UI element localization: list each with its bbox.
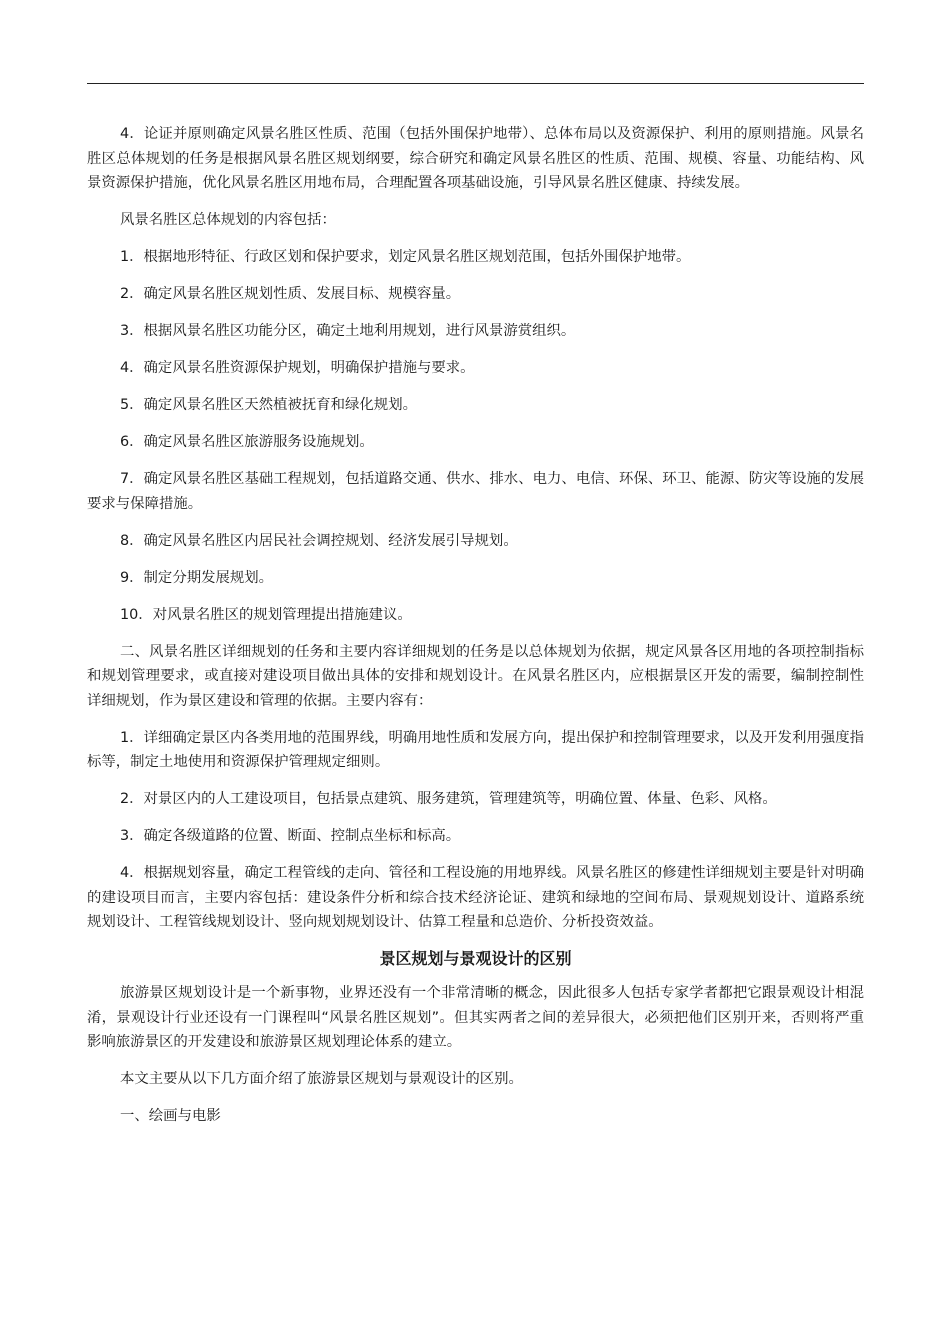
list-item: 10．对风景名胜区的规划管理提出措施建议。: [120, 606, 412, 623]
list-item: 1．详细确定景区内各类用地的范围界线，明确用地性质和发展方向，提出保护和控制管理要求，以及开发利用强度指标等，制定土地使用和资源保护管理规定细则。: [87, 729, 864, 770]
paragraph: 旅游景区规划设计是一个新事物，业界还没有一个非常清晰的概念，因此很多人包括专家学者都把它跟景观设计相混淆，景观设计行业还设有一门课程叫“风景名胜区规划”。但其实两者之间的差异很大，必须把他们区别开来，否则将严重影响旅游景区的开发建设和旅游景区规划理论体系的建立。: [87, 985, 864, 1050]
section-title: 景区规划与景观设计的区别: [379, 949, 572, 968]
list-item: 9．制定分期发展规划。: [120, 569, 274, 586]
list-item: 2．确定风景名胜区规划性质、发展目标、规模容量。: [120, 286, 461, 302]
paragraph: 4．论证并原则确定风景名胜区性质、范围（包括外围保护地带）、总体布局以及资源保护、利用的原则措施。风景名胜区总体规划的任务是根据风景名胜区规划纲要，综合研究和确定风景名胜区的性质、范围、规模、容量、功能结构、风景资源保护措施，优化风景名胜区用地布局，合理配置各项基础设施，引导风景名胜区健康、持续发展。: [87, 126, 864, 191]
list-item: 2．对景区内的人工建设项目，包括景点建筑、服务建筑，管理建筑等，明确位置、体量、色彩、风格。: [120, 791, 777, 807]
paragraph: 风景名胜区总体规划的内容包括：: [120, 212, 336, 228]
list-item: 1．根据地形特征、行政区划和保护要求，划定风景名胜区规划范围，包括外围保护地带。: [120, 249, 691, 265]
paragraph: 本文主要从以下几方面介绍了旅游景区规划与景观设计的区别。: [120, 1071, 523, 1087]
paragraph: 二、风景名胜区详细规划的任务和主要内容详细规划的任务是以总体规划为依据，规定风景各区用地的各项控制指标和规划管理要求，或直接对建设项目做出具体的安排和规划设计。在风景名胜区内，应根据景区开发的需要，编制控制性详细规划，作为景区建设和管理的依据。主要内容有：: [87, 643, 864, 709]
list-item: 7．确定风景名胜区基础工程规划，包括道路交通、供水、排水、电力、电信、环保、环卫、能源、防灾等设施的发展要求与保障措施。: [87, 471, 864, 512]
document-body: [87, 122, 864, 1141]
list-item: 8．确定风景名胜区内居民社会调控规划、经济发展引导规划。: [120, 532, 518, 549]
subheading: 一、绘画与电影: [120, 1108, 221, 1124]
list-item: 4．确定风景名胜资源保护规划，明确保护措施与要求。: [120, 360, 475, 376]
list-item: 3．确定各级道路的位置、断面、控制点坐标和标高。: [120, 828, 461, 844]
header-rule: [87, 83, 864, 84]
list-item: 3．根据风景名胜区功能分区，确定土地利用规划，进行风景游赏组织。: [120, 323, 576, 339]
list-item: 6．确定风景名胜区旅游服务设施规划。: [120, 434, 374, 450]
list-item: 4．根据规划容量，确定工程管线的走向、管径和工程设施的用地界线。风景名胜区的修建性详细规划主要是针对明确的建设项目而言，主要内容包括：建设条件分析和综合技术经济论证、建筑和绿地的空间布局、景观规划设计、道路系统规划设计、工程管线规划设计、竖向规划规划设计、估算工程量和总造价、分析投资效益。: [87, 865, 864, 930]
list-item: 5．确定风景名胜区天然植被抚育和绿化规划。: [120, 397, 417, 413]
